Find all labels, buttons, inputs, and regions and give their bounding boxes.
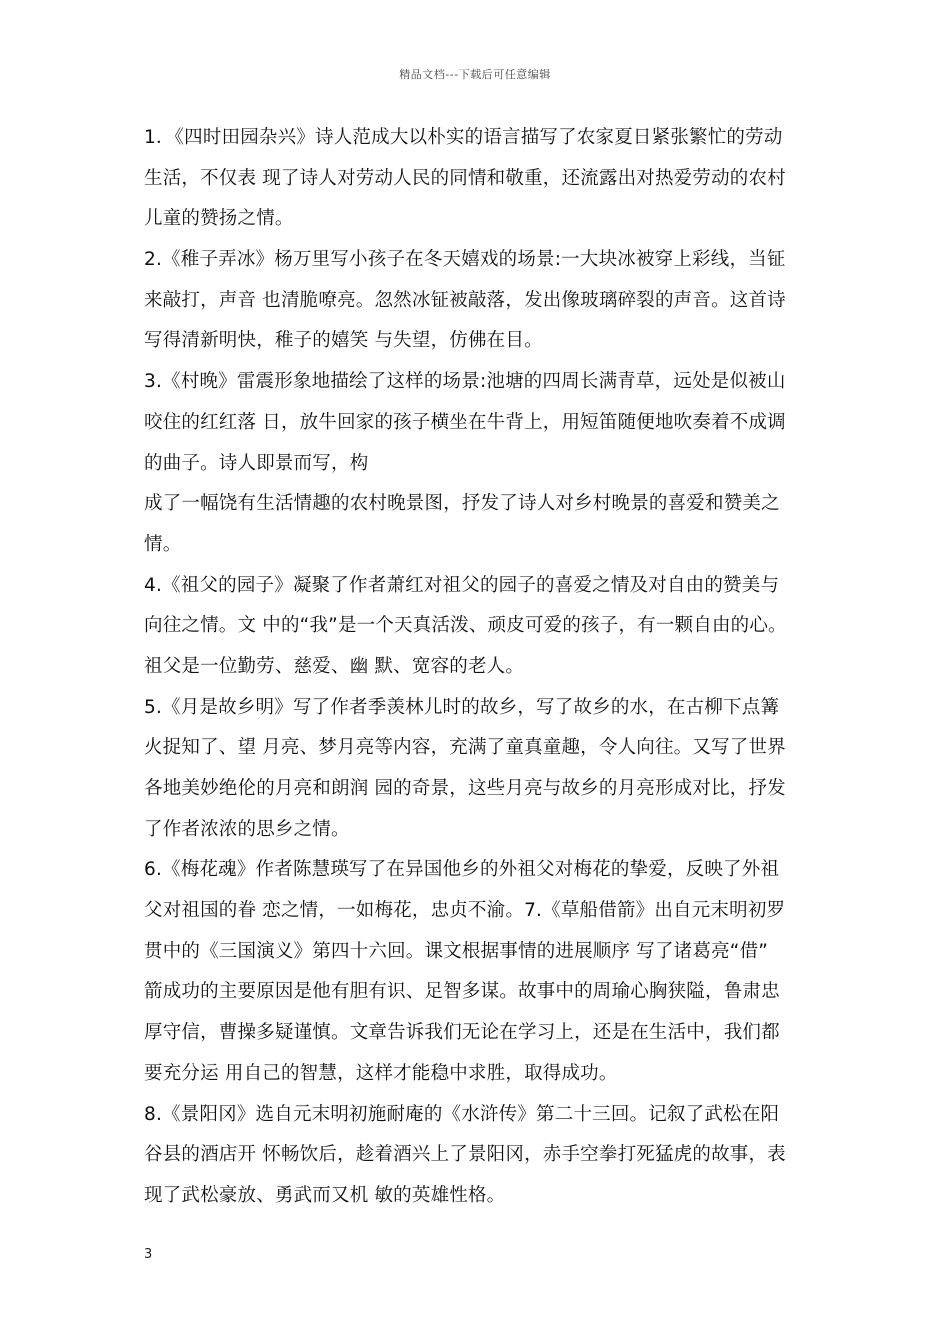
text-line: 2.《稚子弄冰》杨万里写小孩子在冬天嬉戏的场景:一大块冰被穿上彩线，当钲 [144, 249, 786, 271]
text-line: 成了一幅饶有生活情趣的农村晚景图，抒发了诗人对乡村晚景的喜爱和赞美之 [144, 493, 780, 515]
text-line: 现了武松豪放、勇武而又机 敏的英雄性格。 [144, 1184, 506, 1206]
text-line: 火捉知了、望 月亮、梦月亮等内容，充满了童真童趣，令人向往。又写了世界 [144, 737, 786, 759]
text-line: 生活，不仅表 现了诗人对劳动人民的同情和敬重，还流露出对热爱劳动的农村 [144, 167, 786, 189]
text-line: 的曲子。诗人即景而写，构 [144, 452, 369, 474]
text-line: 5.《月是故乡明》写了作者季羡林儿时的故乡，写了故乡的水，在古柳下点篝 [144, 696, 780, 718]
text-line: 咬住的红红落 日，放牛回家的孩子横坐在牛背上，用短笛随便地吹奏着不成调 [144, 411, 786, 433]
document-body [144, 118, 824, 1217]
text-line: 来敲打，声音 也清脆嘹亮。忽然冰钲被敲落，发出像玻璃碎裂的声音。这首诗 [144, 289, 786, 311]
text-line: 贯中的《三国演义》第四十六回。课文根据事情的进展顺序 写了诸葛亮“借” [144, 940, 769, 962]
text-line: 6.《梅花魂》作者陈慧瑛写了在异国他乡的外祖父对梅花的挚爱，反映了外祖 [144, 859, 780, 881]
text-line: 1．《四时田园杂兴》诗人范成大以朴实的语言描写了农家夏日紧张繁忙的劳动 [144, 127, 783, 148]
text-line: 向往之情。文 中的“我”是一个天真活泼、顽皮可爱的孩子，有一颗自由的心。 [144, 615, 787, 637]
text-line: 祖父是一位勤劳、慈爱、幽 默、宽容的老人。 [144, 655, 525, 677]
text-line: 要充分运 用自己的智慧，这样才能稳中求胜，取得成功。 [144, 1062, 618, 1084]
text-line: 写得清新明快，稚子的嬉笑 与失望，仿佛在目。 [144, 330, 543, 352]
page-header: 精品文档---下载后可任意编辑 [399, 68, 551, 81]
text-line: 3.《村晚》雷震形象地描绘了这样的场景:池塘的四周长满青草，远处是似被山 [144, 371, 786, 393]
text-line: 8.《景阳冈》选自元末明初施耐庵的《水浒传》第二十三回。记叙了武松在阳 [144, 1103, 780, 1125]
text-line: 情。 [144, 533, 182, 555]
text-line: 了作者浓浓的思乡之情。 [144, 818, 350, 840]
text-line: 父对祖国的眷 恋之情，一如梅花，忠贞不渝。7.《草船借箭》出自元末明初罗 [144, 900, 786, 922]
page-number: 3 [144, 1247, 153, 1262]
text-line: 厚守信，曹操多疑谨慎。文章告诉我们无论在学习上，还是在生活中，我们都 [144, 1022, 780, 1044]
text-line: 儿童的赞扬之情。 [144, 208, 294, 230]
text-line: 各地美妙绝伦的月亮和朗润 园的奇景，这些月亮与故乡的月亮形成对比，抒发 [144, 778, 786, 799]
text-line: 谷县的酒店开 怀畅饮后，趁着酒兴上了景阳冈，赤手空拳打死猛虎的故事，表 [144, 1144, 786, 1166]
text-line: 箭成功的主要原因是他有胆有识、足智多谋。故事中的周瑜心胸狭隘，鲁肃忠 [144, 981, 780, 1003]
text-line: 4.《祖父的园子》凝聚了作者萧红对祖父的园子的喜爱之情及对自由的赞美与 [144, 574, 780, 596]
